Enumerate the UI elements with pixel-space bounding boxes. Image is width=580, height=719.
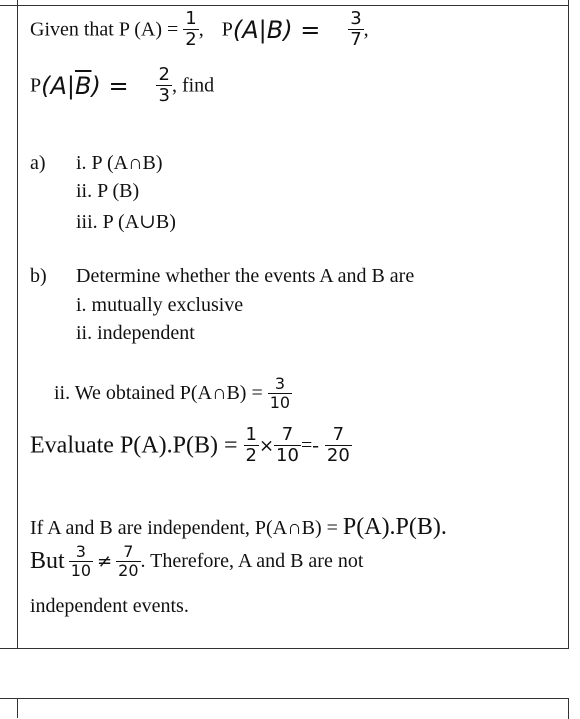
pA-numerator: 1 bbox=[185, 8, 197, 29]
fraction-but-1 bbox=[69, 544, 93, 579]
obtained-line bbox=[54, 376, 292, 411]
obtained-denominator: 10 bbox=[269, 392, 291, 412]
part-a-item-2: ii. P (B) bbox=[76, 180, 140, 202]
equals-negative: =- bbox=[300, 434, 319, 457]
fraction-eval-2 bbox=[274, 426, 301, 466]
comma-2: , bbox=[363, 18, 369, 41]
eval-2-numerator: 7 bbox=[274, 426, 301, 446]
part-a-item-3: iii. P (A∪B) bbox=[76, 211, 176, 233]
fraction-pA bbox=[183, 10, 198, 50]
evaluate-line bbox=[30, 426, 352, 466]
fraction-eval-result bbox=[325, 426, 352, 466]
part-b-line-1: Determine whether the events A and B are bbox=[76, 265, 415, 287]
condition-product: P(A).P(B). bbox=[342, 514, 447, 540]
therefore-text: . Therefore, A and B are not bbox=[140, 550, 364, 573]
eval-1-numerator: 1 bbox=[245, 424, 257, 445]
next-cell bbox=[0, 698, 569, 719]
times-sign: × bbox=[258, 435, 275, 457]
part-b-item-2: ii. independent bbox=[76, 322, 195, 344]
pAnB-expr: $(A|\overline{B})$ bbox=[41, 71, 101, 100]
comma-1: , bbox=[198, 18, 204, 41]
pAnB-denominator: 3 bbox=[158, 84, 170, 106]
given-line-2 bbox=[30, 66, 214, 106]
part-a-item-1: i. P (A∩B) bbox=[76, 152, 163, 174]
not-equal-sign: ≠ bbox=[97, 551, 113, 573]
part-a-label: a) bbox=[30, 152, 46, 174]
evaluate-prefix: Evaluate P(A).P(B) = bbox=[30, 432, 238, 459]
but-1-numerator: 3 bbox=[69, 544, 93, 562]
eval-result-denominator: 20 bbox=[326, 444, 350, 466]
conclusion-text: independent events. bbox=[30, 595, 189, 617]
but-2-denominator: 20 bbox=[118, 560, 139, 580]
given-prefix: Given that P (A) = bbox=[30, 18, 179, 41]
top-border bbox=[0, 5, 568, 6]
part-b-item-1: i. mutually exclusive bbox=[76, 294, 244, 316]
pAnB-P: P bbox=[30, 74, 42, 97]
fraction-eval-1 bbox=[244, 426, 259, 466]
pA-denominator: 2 bbox=[185, 28, 197, 50]
fraction-but-2 bbox=[116, 544, 140, 579]
find-text: , find bbox=[171, 74, 215, 97]
obtained-numerator: 3 bbox=[268, 376, 292, 394]
eval-2-denominator: 10 bbox=[276, 444, 299, 466]
left-margin-line bbox=[17, 0, 18, 648]
but-2-numerator: 7 bbox=[116, 544, 140, 562]
pAB-expr: (A|B) bbox=[232, 15, 293, 44]
pAnB-equals: = bbox=[100, 71, 152, 100]
obtained-prefix: ii. We obtained P(A∩B) = bbox=[54, 382, 263, 405]
next-cell-margin bbox=[17, 698, 18, 718]
eval-1-denominator: 2 bbox=[245, 444, 257, 466]
but-1-denominator: 10 bbox=[70, 560, 92, 580]
fraction-pAB bbox=[348, 10, 363, 50]
pAB-label: P bbox=[221, 18, 233, 41]
but-line bbox=[30, 544, 363, 579]
given-line-1 bbox=[30, 10, 369, 50]
pAB-denominator: 7 bbox=[350, 28, 362, 50]
but-text: But bbox=[30, 548, 65, 575]
fraction-obtained bbox=[268, 376, 292, 411]
independence-condition bbox=[30, 514, 447, 541]
condition-text: If A and B are independent, P(A∩B) = bbox=[30, 517, 343, 539]
pAB-numerator: 3 bbox=[350, 8, 362, 29]
pAB-equals: = bbox=[292, 15, 344, 44]
part-b-label: b) bbox=[30, 265, 47, 287]
pAnB-numerator: 2 bbox=[158, 64, 170, 85]
fraction-pAnB bbox=[156, 66, 171, 106]
eval-result-numerator: 7 bbox=[325, 426, 352, 446]
